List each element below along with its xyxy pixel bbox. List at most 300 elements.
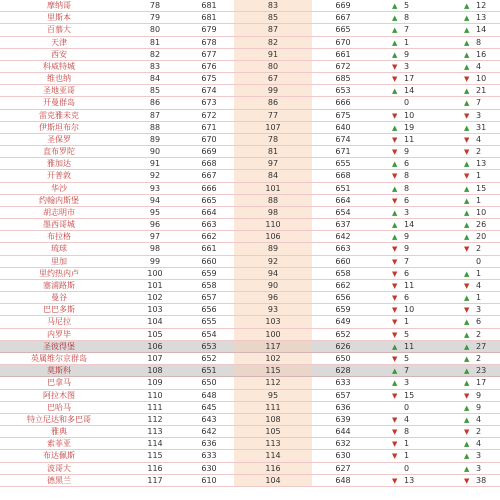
up-arrow-icon: ▲	[464, 2, 470, 10]
rank-current: 97	[149, 232, 161, 242]
rank-current: 88	[149, 122, 161, 132]
rank-current: 85	[149, 86, 161, 96]
city-name: 特立尼达和多巴哥	[27, 414, 91, 424]
up-arrow-icon: ▲	[392, 221, 398, 230]
table-row	[0, 170, 500, 182]
rank-current: 106	[147, 341, 163, 351]
city-name: 圣地亚哥	[43, 86, 75, 96]
table-row	[0, 134, 500, 146]
city-name: 雷克雅未克	[39, 110, 79, 120]
score-current: 630	[201, 463, 217, 473]
up-arrow-icon: ▲	[392, 14, 398, 23]
score-current: 681	[201, 13, 217, 23]
change-value: 20	[476, 232, 487, 242]
down-arrow-icon: ▼	[392, 428, 398, 437]
city-name: 雅典	[51, 427, 67, 437]
rank-previous: 86	[234, 97, 312, 109]
table-row	[0, 158, 500, 170]
rank-current: 89	[149, 134, 161, 144]
city-name: 巴哈马	[47, 402, 71, 412]
change-value: 1	[404, 451, 410, 461]
city-name: 开普敦	[47, 171, 71, 181]
score-current: 655	[201, 317, 217, 327]
table-row	[0, 61, 500, 73]
table-row	[0, 304, 500, 316]
score-current: 671	[201, 122, 217, 132]
score-previous: 649	[335, 317, 351, 327]
score-previous: 670	[335, 37, 351, 47]
score-previous: 675	[335, 110, 351, 120]
up-arrow-icon: ▲	[464, 50, 470, 59]
rank-previous: 113	[234, 438, 312, 450]
change-value: 10	[476, 207, 487, 217]
score-previous: 660	[335, 256, 351, 266]
city-name: 德黑兰	[47, 475, 71, 485]
rank-previous: 108	[234, 414, 312, 426]
up-arrow-icon: ▲	[464, 14, 470, 23]
score-previous: 662	[335, 280, 351, 290]
down-arrow-icon: ▼	[464, 306, 470, 315]
score-current: 661	[201, 244, 217, 254]
change-value: 15	[404, 390, 415, 400]
score-previous: 656	[335, 293, 351, 303]
change-value: 9	[404, 49, 410, 59]
table-row	[0, 450, 500, 462]
up-arrow-icon: ▲	[464, 38, 470, 47]
score-previous: 668	[335, 171, 351, 181]
rank-current: 104	[147, 317, 163, 327]
change-value: 14	[404, 220, 415, 230]
rank-previous: 97	[234, 158, 312, 170]
up-arrow-icon: ▲	[464, 379, 470, 388]
rank-current: 114	[147, 439, 163, 449]
city-name: 里加	[51, 256, 67, 266]
up-arrow-icon: ▲	[392, 184, 398, 193]
rank-current: 99	[149, 256, 161, 266]
change-value: 12	[476, 1, 487, 10]
down-arrow-icon: ▼	[392, 440, 398, 449]
change-value: 7	[404, 256, 410, 266]
rank-previous: 67	[234, 73, 312, 85]
rank-previous: 87	[234, 24, 312, 36]
up-arrow-icon: ▲	[392, 160, 398, 169]
up-arrow-icon: ▲	[464, 123, 470, 132]
city-name: 布达佩斯	[43, 451, 75, 461]
score-previous: 685	[335, 74, 351, 84]
rank-previous: 80	[234, 61, 312, 73]
down-arrow-icon: ▼	[464, 75, 470, 84]
change-value: 19	[404, 122, 415, 132]
rank-previous: 94	[234, 268, 312, 280]
change-value: 14	[404, 86, 415, 96]
change-value: 2	[476, 427, 482, 437]
rank-current: 105	[147, 329, 163, 339]
score-previous: 652	[335, 329, 351, 339]
table-row	[0, 329, 500, 341]
rank-current: 115	[147, 451, 163, 461]
rank-current: 102	[147, 293, 163, 303]
change-value: 3	[476, 463, 482, 473]
city-name: 里约热内卢	[39, 268, 79, 278]
rank-previous: 114	[234, 450, 312, 462]
table-row	[0, 390, 500, 402]
down-arrow-icon: ▼	[464, 281, 470, 290]
table-row	[0, 183, 500, 195]
city-name: 开曼群岛	[43, 98, 75, 108]
change-value: 8	[404, 427, 410, 437]
change-value: 3	[404, 61, 410, 71]
rank-previous: 107	[234, 122, 312, 134]
change-value: 8	[476, 37, 482, 47]
change-value: 15	[476, 183, 487, 193]
up-arrow-icon: ▲	[464, 330, 470, 339]
change-value: 21	[476, 86, 487, 96]
score-previous: 633	[335, 378, 351, 388]
table-row	[0, 377, 500, 389]
rank-previous: 104	[234, 475, 312, 487]
up-arrow-icon: ▲	[392, 379, 398, 388]
rank-previous: 88	[234, 195, 312, 207]
table-row	[0, 24, 500, 36]
city-name: 维也纳	[47, 74, 71, 84]
rank-current: 92	[149, 171, 161, 181]
rank-current: 90	[149, 147, 161, 157]
rank-current: 108	[147, 366, 163, 376]
rank-previous: 100	[234, 329, 312, 341]
rank-current: 83	[149, 61, 161, 71]
rank-previous: 117	[234, 341, 312, 353]
change-value: 1	[476, 171, 482, 181]
change-value: 11	[404, 134, 415, 144]
change-value: 3	[404, 207, 410, 217]
rank-current: 103	[147, 305, 163, 315]
city-name: 布拉格	[47, 232, 71, 242]
score-previous: 657	[335, 390, 351, 400]
rank-current: 109	[147, 378, 163, 388]
score-current: 650	[201, 378, 217, 388]
down-arrow-icon: ▼	[392, 415, 398, 424]
table-row	[0, 402, 500, 414]
table-row	[0, 146, 500, 158]
down-arrow-icon: ▼	[464, 172, 470, 181]
down-arrow-icon: ▼	[392, 330, 398, 339]
score-current: 670	[201, 134, 217, 144]
score-previous: 655	[335, 159, 351, 169]
up-arrow-icon: ▲	[464, 440, 470, 449]
change-value: 6	[404, 159, 410, 169]
score-previous: 661	[335, 49, 351, 59]
score-current: 633	[201, 451, 217, 461]
change-value: 8	[404, 183, 410, 193]
change-value: 13	[476, 159, 487, 169]
change-value: 4	[476, 61, 482, 71]
score-previous: 648	[335, 475, 351, 485]
score-previous: 663	[335, 244, 351, 254]
score-current: 662	[201, 232, 217, 242]
up-arrow-icon: ▲	[392, 367, 398, 376]
change-value: 6	[404, 268, 410, 278]
score-previous: 644	[335, 427, 351, 437]
down-arrow-icon: ▼	[392, 75, 398, 84]
change-value: 4	[476, 439, 482, 449]
score-current: 658	[201, 280, 217, 290]
score-previous: 640	[335, 122, 351, 132]
rank-current: 111	[147, 402, 163, 412]
table-row	[0, 49, 500, 61]
score-current: 664	[201, 207, 217, 217]
rank-current: 101	[147, 280, 163, 290]
change-value: 27	[476, 341, 487, 351]
table-row	[0, 475, 500, 487]
down-arrow-icon: ▼	[464, 135, 470, 144]
table-row	[0, 438, 500, 450]
change-value: 1	[404, 317, 410, 327]
score-current: 675	[201, 74, 217, 84]
rank-previous: 103	[234, 316, 312, 328]
rank-current: 95	[149, 207, 161, 217]
score-previous: 627	[335, 463, 351, 473]
score-previous: 642	[335, 232, 351, 242]
change-value: 2	[476, 244, 482, 254]
up-arrow-icon: ▲	[464, 294, 470, 303]
rank-previous: 91	[234, 49, 312, 61]
city-name: 塞浦路斯	[43, 280, 75, 290]
score-current: 653	[201, 341, 217, 351]
rank-current: 81	[149, 37, 161, 47]
city-name: 约翰内斯堡	[39, 195, 79, 205]
rank-current: 117	[147, 475, 163, 485]
rank-previous: 95	[234, 390, 312, 402]
up-arrow-icon: ▲	[464, 269, 470, 278]
score-previous: 636	[335, 402, 351, 412]
change-value: 11	[404, 341, 415, 351]
table-row	[0, 110, 500, 122]
score-current: 673	[201, 98, 217, 108]
change-value: 0	[404, 402, 410, 412]
up-arrow-icon: ▲	[464, 62, 470, 71]
table-row	[0, 365, 500, 377]
up-arrow-icon: ▲	[464, 342, 470, 351]
up-arrow-icon: ▲	[464, 87, 470, 96]
table-row	[0, 292, 500, 304]
score-previous: 671	[335, 147, 351, 157]
change-value: 11	[404, 280, 415, 290]
table-row	[0, 122, 500, 134]
change-value: 4	[476, 134, 482, 144]
up-arrow-icon: ▲	[464, 196, 470, 205]
change-value: 2	[476, 147, 482, 157]
down-arrow-icon: ▼	[392, 306, 398, 315]
change-value: 9	[476, 390, 482, 400]
score-previous: 659	[335, 305, 351, 315]
score-previous: 626	[335, 341, 351, 351]
rank-current: 86	[149, 98, 161, 108]
city-name: 巴巴多斯	[43, 305, 75, 315]
rank-current: 82	[149, 49, 161, 59]
rank-current: 80	[149, 25, 161, 35]
change-value: 17	[404, 74, 415, 84]
rank-previous: 78	[234, 134, 312, 146]
rank-current: 112	[147, 414, 163, 424]
up-arrow-icon: ▲	[392, 123, 398, 132]
score-current: 663	[201, 220, 217, 230]
up-arrow-icon: ▲	[464, 367, 470, 376]
score-current: 643	[201, 414, 217, 424]
change-value: 1	[404, 37, 410, 47]
score-current: 610	[201, 475, 217, 485]
up-arrow-icon: ▲	[464, 354, 470, 363]
change-value: 13	[476, 13, 487, 23]
change-value: 14	[476, 25, 487, 35]
rank-current: 87	[149, 110, 161, 120]
table-row	[0, 231, 500, 243]
rank-previous: 101	[234, 183, 312, 195]
score-previous: 667	[335, 13, 351, 23]
score-current: 642	[201, 427, 217, 437]
down-arrow-icon: ▼	[392, 391, 398, 400]
change-value: 31	[476, 122, 487, 132]
score-previous: 665	[335, 25, 351, 35]
down-arrow-icon: ▼	[464, 476, 470, 485]
change-value: 38	[476, 475, 487, 485]
table-row	[0, 256, 500, 268]
rank-previous: 112	[234, 377, 312, 389]
up-arrow-icon: ▲	[464, 415, 470, 424]
change-value: 4	[476, 414, 482, 424]
city-name: 伊斯坦布尔	[39, 122, 79, 132]
change-value: 10	[404, 110, 415, 120]
up-arrow-icon: ▲	[464, 464, 470, 473]
score-previous: 654	[335, 207, 351, 217]
down-arrow-icon: ▼	[392, 294, 398, 303]
city-name: 圣彼得堡	[43, 341, 75, 351]
up-arrow-icon: ▲	[392, 342, 398, 351]
city-name: 阿拉木图	[43, 390, 75, 400]
change-value: 0	[404, 98, 410, 108]
up-arrow-icon: ▲	[464, 452, 470, 461]
score-previous: 672	[335, 61, 351, 71]
down-arrow-icon: ▼	[392, 281, 398, 290]
score-previous: 639	[335, 414, 351, 424]
change-value: 10	[476, 74, 487, 84]
table-row	[0, 353, 500, 365]
down-arrow-icon: ▼	[392, 148, 398, 157]
score-current: 648	[201, 390, 217, 400]
down-arrow-icon: ▼	[392, 269, 398, 278]
score-previous: 669	[335, 1, 351, 10]
table-row	[0, 414, 500, 426]
rank-previous: 106	[234, 231, 312, 243]
change-value: 2	[476, 353, 482, 363]
rank-previous: 93	[234, 304, 312, 316]
score-current: 660	[201, 256, 217, 266]
change-value: 0	[476, 256, 482, 266]
score-current: 676	[201, 61, 217, 71]
up-arrow-icon: ▲	[392, 26, 398, 35]
rank-previous: 77	[234, 110, 312, 122]
change-value: 10	[404, 305, 415, 315]
score-current: 674	[201, 86, 217, 96]
up-arrow-icon: ▲	[464, 99, 470, 108]
change-value: 1	[476, 293, 482, 303]
table-row	[0, 463, 500, 475]
down-arrow-icon: ▼	[464, 148, 470, 157]
score-previous: 637	[335, 220, 351, 230]
city-name: 琉球	[51, 244, 67, 254]
city-name: 雅加达	[47, 159, 71, 169]
score-current: 657	[201, 293, 217, 303]
city-name: 天津	[51, 37, 67, 47]
down-arrow-icon: ▼	[392, 452, 398, 461]
down-arrow-icon: ▼	[392, 476, 398, 485]
score-current: 667	[201, 171, 217, 181]
up-arrow-icon: ▲	[392, 2, 398, 10]
table-row	[0, 268, 500, 280]
change-value: 16	[476, 49, 487, 59]
score-previous: 674	[335, 134, 351, 144]
change-value: 6	[404, 195, 410, 205]
score-previous: 658	[335, 268, 351, 278]
rank-previous: 84	[234, 170, 312, 182]
rank-current: 79	[149, 13, 161, 23]
city-name: 直布罗陀	[43, 147, 75, 157]
change-value: 4	[476, 280, 482, 290]
score-current: 678	[201, 37, 217, 47]
rank-current: 107	[147, 353, 163, 363]
city-name: 科威特城	[43, 61, 75, 71]
change-value: 2	[476, 329, 482, 339]
up-arrow-icon: ▲	[464, 233, 470, 242]
up-arrow-icon: ▲	[464, 318, 470, 327]
down-arrow-icon: ▼	[392, 318, 398, 327]
table-row	[0, 341, 500, 353]
rank-previous: 99	[234, 85, 312, 97]
score-current: 666	[201, 183, 217, 193]
change-value: 8	[404, 13, 410, 23]
change-value: 5	[404, 353, 410, 363]
rank-previous: 92	[234, 256, 312, 268]
score-current: 668	[201, 159, 217, 169]
down-arrow-icon: ▼	[392, 172, 398, 181]
table-row	[0, 73, 500, 85]
change-value: 3	[476, 451, 482, 461]
rank-previous: 115	[234, 365, 312, 377]
city-name: 索菲亚	[47, 439, 71, 449]
score-current: 654	[201, 329, 217, 339]
table-row	[0, 280, 500, 292]
score-previous: 666	[335, 98, 351, 108]
city-name: 里斯本	[47, 13, 71, 23]
rank-current: 96	[149, 220, 161, 230]
score-current: 659	[201, 268, 217, 278]
rank-current: 93	[149, 183, 161, 193]
change-value: 23	[476, 366, 487, 376]
table-row	[0, 243, 500, 255]
score-previous: 630	[335, 451, 351, 461]
table-row	[0, 85, 500, 97]
city-name: 胡志明市	[43, 207, 75, 217]
rank-current: 84	[149, 74, 161, 84]
up-arrow-icon: ▲	[392, 208, 398, 217]
change-value: 6	[404, 293, 410, 303]
rank-previous: 90	[234, 280, 312, 292]
change-value: 9	[476, 402, 482, 412]
rank-current: 78	[149, 1, 161, 10]
change-value: 6	[476, 317, 482, 327]
change-value: 5	[404, 329, 410, 339]
rank-current: 94	[149, 195, 161, 205]
table-row	[0, 0, 500, 12]
